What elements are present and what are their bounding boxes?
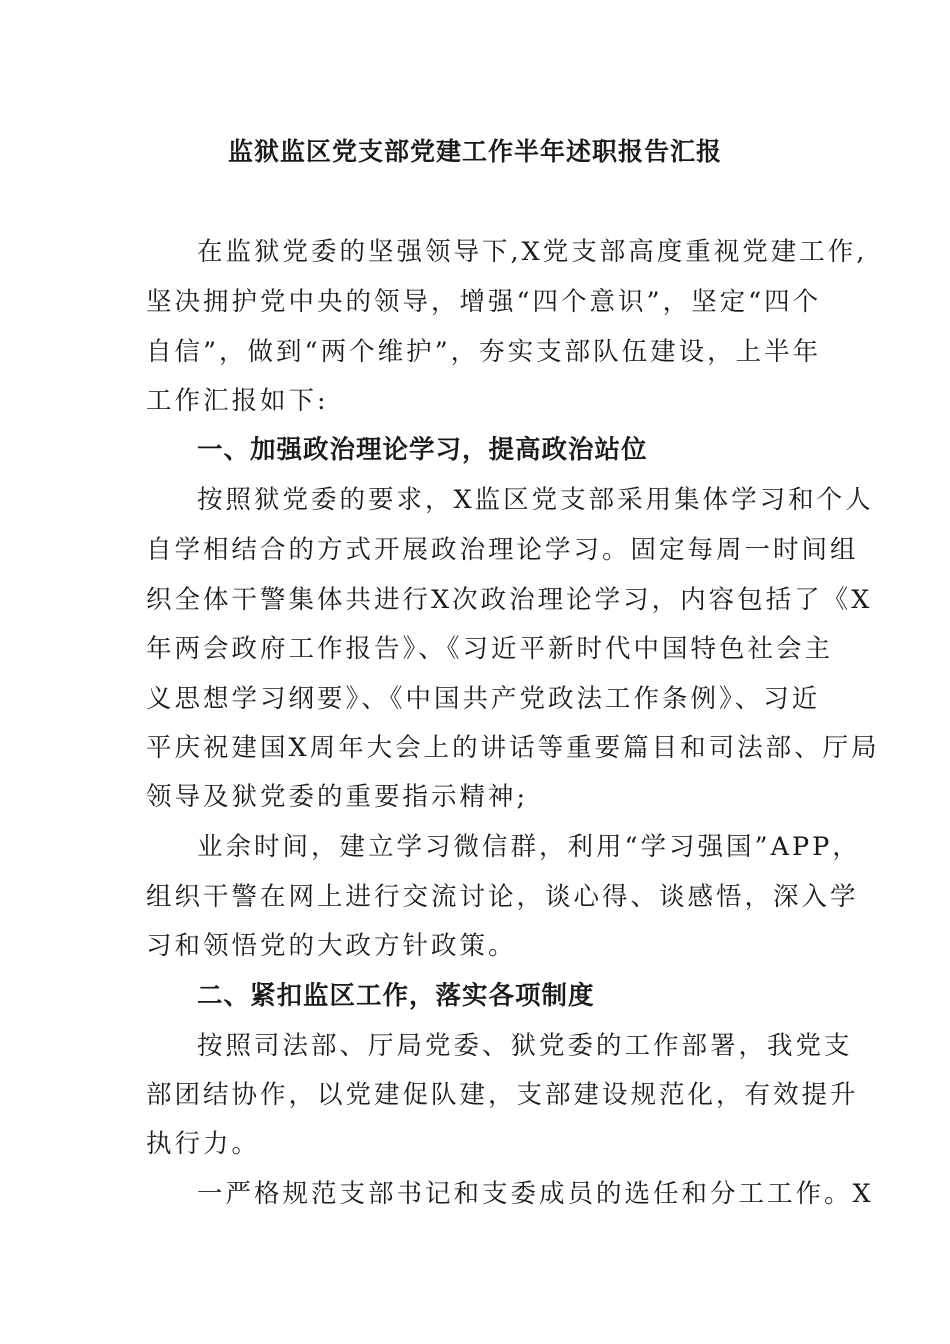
paragraph-line: 习和领悟党的大政方针政策。 <box>146 931 517 961</box>
paragraph-line: 业余时间，建立学习微信群，利用“学习强国”APP， <box>197 832 861 862</box>
paragraph-line: 织全体干警集体共进行X次政治理论学习，内容包括了《X <box>146 585 873 615</box>
paragraph-line: 执行力。 <box>146 1129 261 1159</box>
paragraph-line: 坚决拥护党中央的领导，增强“四个意识”，坚定“四个 <box>146 287 822 317</box>
paragraph-line: 一严格规范支部书记和支委成员的选任和分工工作。X <box>197 1179 874 1209</box>
paragraph-line: 在监狱党委的坚强领导下,X党支部高度重视党建工作, <box>197 237 868 267</box>
paragraph-line: 部团结协作，以党建促队建，支部建设规范化，有效提升 <box>146 1080 859 1110</box>
paragraph-line: 组织干警在网上进行交流讨论，谈心得、谈感悟，深入学 <box>146 882 859 912</box>
paragraph-line: 义思想学习纲要》、《中国共产党政法工作条例》、习近 <box>146 684 821 714</box>
section-heading: 一、加强政治理论学习，提高政治站位 <box>197 435 648 465</box>
section-heading: 二、紧扣监区工作，落实各项制度 <box>197 981 595 1011</box>
paragraph-line: 工作汇报如下: <box>146 386 329 416</box>
document-title: 监狱监区党支部党建工作半年述职报告汇报 <box>227 137 722 166</box>
paragraph-line: 领导及狱党委的重要指示精神; <box>146 782 529 812</box>
paragraph-line: 平庆祝建国X周年大会上的讲话等重要篇目和司法部、厅局 <box>146 733 880 763</box>
paragraph-line: 自学相结合的方式开展政治理论学习。固定每周一时间组 <box>146 535 859 565</box>
paragraph-line: 按照狱党委的要求，X监区党支部采用集体学习和个人 <box>197 485 874 515</box>
paragraph-line: 年两会政府工作报告》、《习近平新时代中国特色社会主 <box>146 634 834 664</box>
paragraph-line: 按照司法部、厅局党委、狱党委的工作部署，我党支 <box>197 1031 853 1061</box>
paragraph-line: 自信”，做到“两个维护”，夯实支部队伍建设，上半年 <box>146 337 822 367</box>
